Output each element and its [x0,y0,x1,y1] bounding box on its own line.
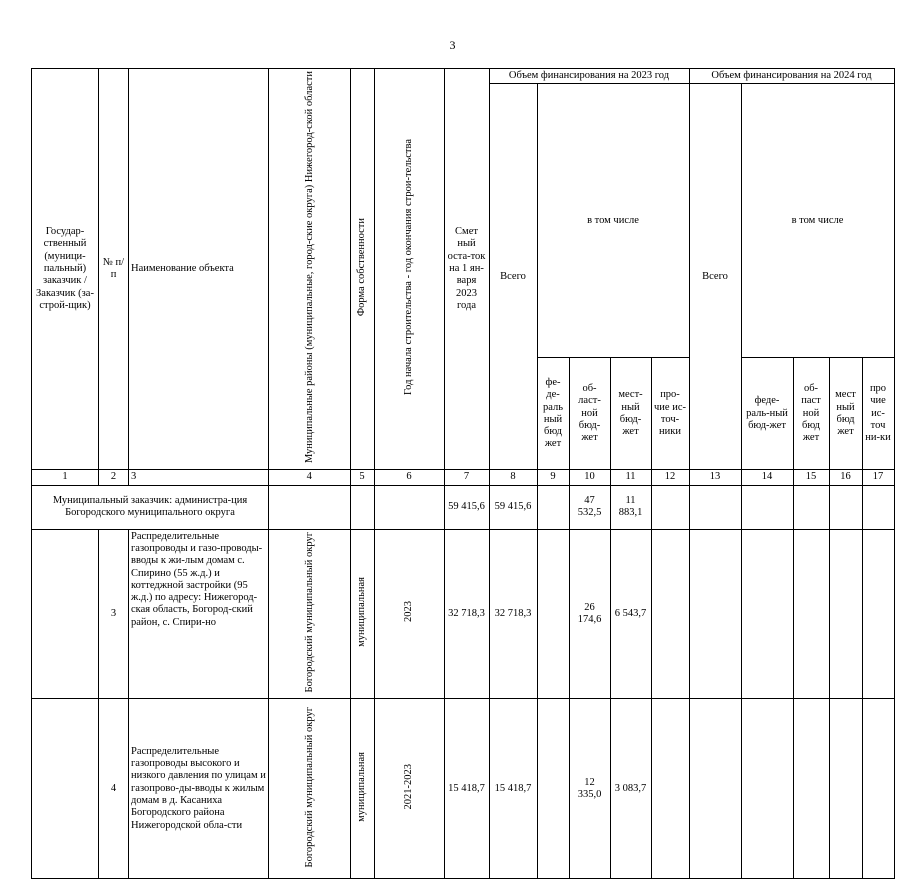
header-row-1 [32,69,895,84]
header-federal-2023: фе-де-раль ный бюд жет [537,358,569,470]
header-ownership: Форма собственности [350,69,374,470]
customer-total-2023: 59 415,6 [489,485,537,529]
row-estimate: 15 418,7 [444,699,489,879]
header-federal-2024: феде-раль-ный бюд-жет [741,358,793,470]
customer-regional-2023: 47 532,5 [569,485,610,529]
col-number: 3 [129,470,269,485]
header-customer: Государ-ственный (муници-пальный) заказчик / Заказчик (за-строй-щик) [32,69,99,470]
customer-label: Муниципальный заказчик: администра-ция Богородского муниципального округа [32,485,269,529]
row-municipality: Богородский муниципальный округ [269,529,351,699]
row-total-2023: 32 718,3 [489,529,537,699]
row-ownership: муниципальная [350,699,374,879]
col-number: 4 [269,470,351,485]
col-number: 5 [350,470,374,485]
row-local-2023: 6 543,7 [610,529,651,699]
header-num: № п/п [99,69,129,470]
header-other-2024: про чие ис-точ ни-ки [862,358,894,470]
col-number: 7 [444,470,489,485]
header-fin-2023: Объем финансирования на 2023 год [489,69,689,84]
header-local-2024: мест ный бюд жет [829,358,862,470]
col-number: 11 [610,470,651,485]
col-number: 16 [829,470,862,485]
header-total-2024: Всего [689,84,741,470]
col-number: 8 [489,470,537,485]
header-fin-2024: Объем финансирования на 2024 год [689,69,894,84]
row-object-name: Распределительные газопроводы высокого и низкого давления по улицам и газопрово-ды-вводы к жилым домам в д. Касаниха Богородского района Нижегородской обла-сти [129,699,269,879]
row-years: 2021-2023 [374,699,444,879]
table-row [32,699,895,879]
column-numbers-row [32,470,895,485]
row-total-2023: 15 418,7 [489,699,537,879]
col-number: 6 [374,470,444,485]
row-municipality: Богородский муниципальный округ [269,699,351,879]
customer-local-2023: 11 883,1 [610,485,651,529]
col-number: 10 [569,470,610,485]
header-regional-2024: об-паст ной бюд жет [793,358,829,470]
header-years: Год начала строительства - год окончания строи-тельства [374,69,444,470]
table-row [32,529,895,699]
col-number: 17 [862,470,894,485]
col-number: 2 [99,470,129,485]
page-number: 3 [449,38,456,52]
row-num: 4 [99,699,129,879]
row-regional-2023: 26 174,6 [569,529,610,699]
col-number: 15 [793,470,829,485]
header-regional-2023: об-ласт-ной бюд-жет [569,358,610,470]
row-ownership: муниципальная [350,529,374,699]
customer-row [32,485,895,529]
col-number: 9 [537,470,569,485]
col-number: 14 [741,470,793,485]
row-num: 3 [99,529,129,699]
col-number: 13 [689,470,741,485]
row-object-name: Распределительные газопроводы и газо-проводы-вводы к жи-лым домам с. Спирино (55 ж.д.) и коттеджной застройки (95 ж.д.) по адресу: Нижегород-ская область, Богород-ский район, с. Спири-но [129,529,269,699]
row-estimate: 32 718,3 [444,529,489,699]
col-number: 1 [32,470,99,485]
financing-table [31,68,895,879]
header-object-name: Наименование объекта [129,69,269,470]
header-including-2023: в том числе [537,84,689,358]
col-number: 12 [651,470,689,485]
header-total-2023: Всего [489,84,537,470]
header-estimate: Смет ный оста-ток на 1 ян-варя 2023 года [444,69,489,470]
row-years: 2023 [374,529,444,699]
header-municipalities: Муниципальные районы (муниципальные, город-ские округа) Нижегород-ской области [269,69,351,470]
header-other-2023: про-чие ис-точ-ники [651,358,689,470]
header-including-2024: в том числе [741,84,894,358]
customer-estimate: 59 415,6 [444,485,489,529]
row-local-2023: 3 083,7 [610,699,651,879]
row-regional-2023: 12 335,0 [569,699,610,879]
header-local-2023: мест-ный бюд-жет [610,358,651,470]
